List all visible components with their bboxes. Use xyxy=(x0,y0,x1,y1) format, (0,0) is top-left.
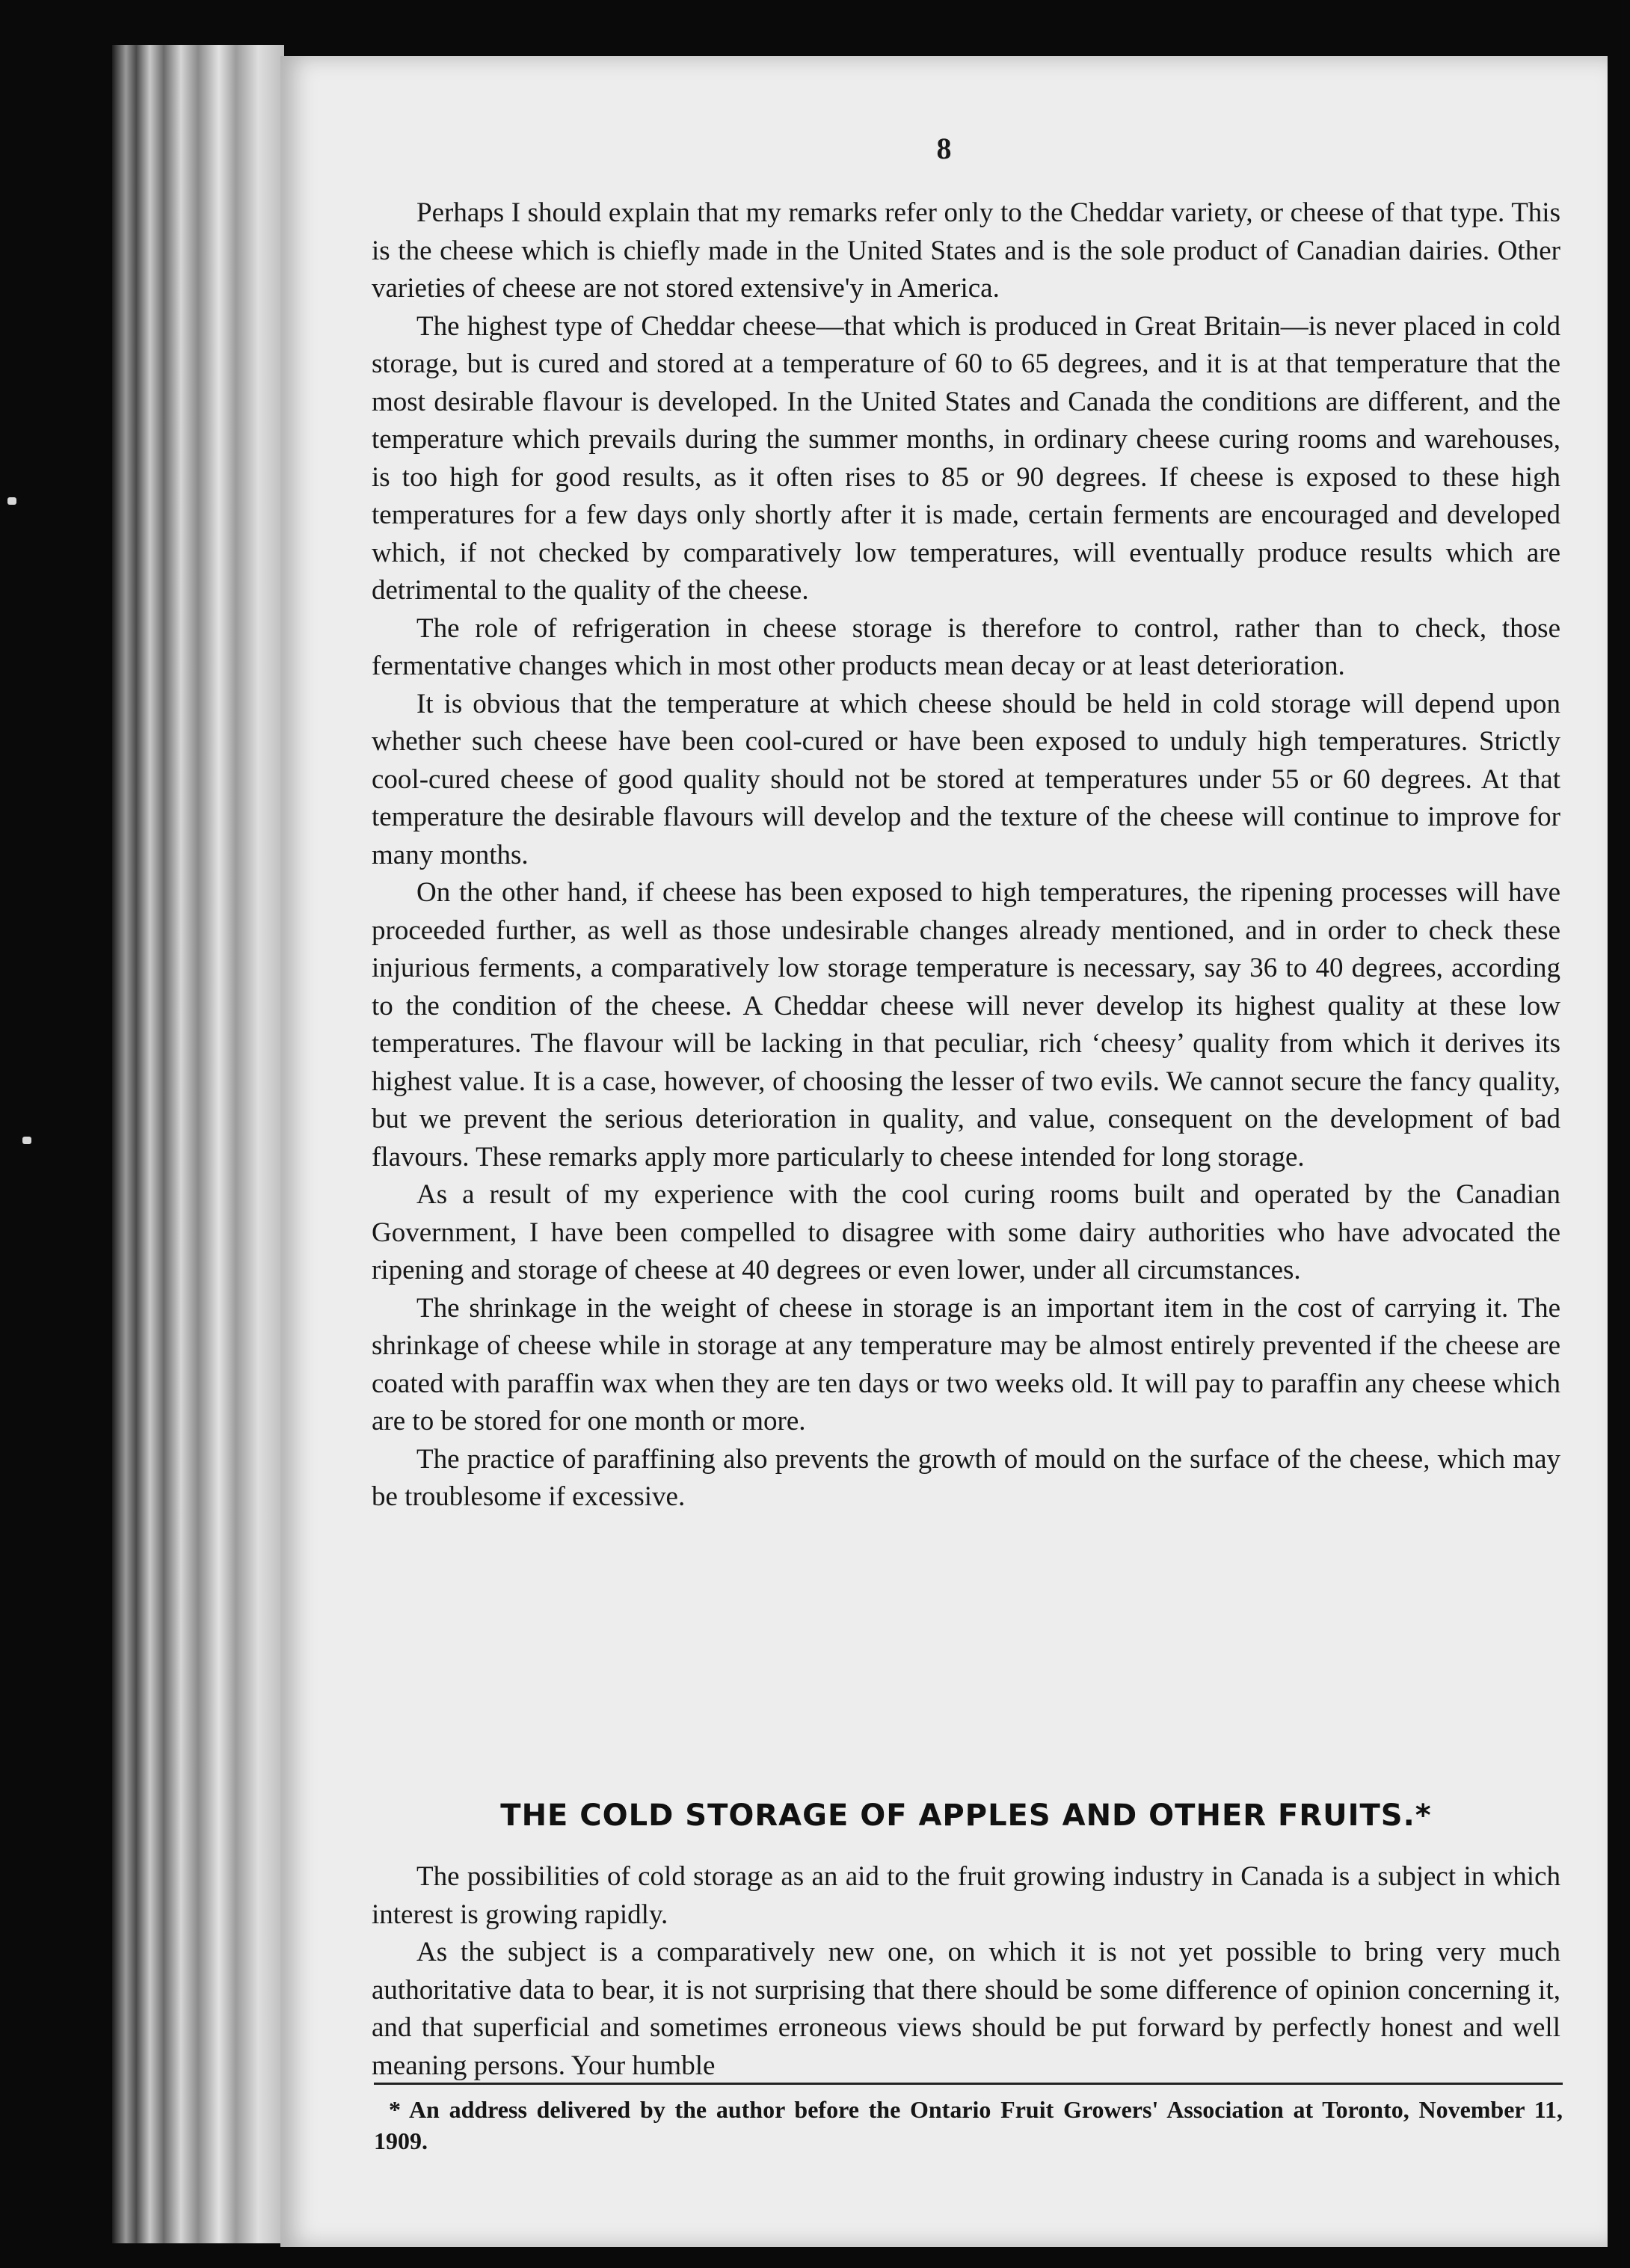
paragraph: On the other hand, if cheese has been exposed to high temperatures, the ripening processes will have proceeded further, as well as those undesirable changes already mentioned, and in order to check these injurious ferments, a comparatively low storage temperature is necessary, say 36 to 40 degrees, according to the condition of the cheese. A Cheddar cheese will never develop its highest quality at these low temperatures. The flavour will be lacking in that peculiar, rich ‘cheesy’ quality from which it derives its highest value. It is a case, however, of choosing the lesser of two evils. We cannot secure the fancy quality, but we prevent the serious deterioration in quality, and value, consequent on the development of bad flavours. These remarks apply more particularly to cheese intended for long storage. xyxy=(372,877,1560,1173)
paragraph: The highest type of Cheddar cheese—that which is produced in Great Britain—is never placed in cold storage, but is cured and stored at a temperature of 60 to 65 degrees, and it is at that temperature that the most desirable flavour is developed. In the United States and Canada the conditions are different, and the temperature which prevails during the summer months, in ordinary cheese curing rooms and warehouses, is too high for good results, as it often rises to 85 or 90 degrees. If cheese is exposed to these high temperatures for a few days only shortly after it is made, certain ferments are encouraged and developed which, if not checked by comparatively low temperatures, will eventually produce results which are detrimental to the quality of the cheese. xyxy=(372,310,1560,606)
page-number: 8 xyxy=(936,132,952,165)
paragraph: The role of refrigeration in cheese storage is therefore to control, rather than to check, those fermentative changes which in most other products mean decay or at least deterioration. xyxy=(372,612,1560,681)
paragraph: The practice of paraffining also prevents the growth of mould on the surface of the cheese, which may be troublesome if excessive. xyxy=(372,1443,1560,1512)
section-heading: THE COLD STORAGE OF APPLES AND OTHER FRUITS.* xyxy=(500,1798,1432,1833)
paragraph: Perhaps I should explain that my remarks refer only to the Cheddar variety, or cheese of that type. This is the cheese which is chiefly made in the United States and is the sole product of Canadian dairies. Other varieties of cheese are not stored extensive'y in America. xyxy=(372,197,1560,304)
footnote-divider xyxy=(374,2083,1563,2085)
paragraph: The shrinkage in the weight of cheese in storage is an important item in the cost of carrying it. The shrinkage of cheese while in storage at any temperature may be almost entirely prevented if the cheese are coated with paraffin wax when they are ten days or two weeks old. It will pay to paraffin any cheese which are to be stored for one month or more. xyxy=(372,1292,1560,1436)
paragraph: As a result of my experience with the cool curing rooms built and operated by the Canadian Government, I have been compelled to disagree with some dairy authorities who have advocated the ripening and storage of cheese at 40 degrees or even lower, under all circumstances. xyxy=(372,1179,1560,1285)
paragraph: It is obvious that the temperature at which cheese should be held in cold storage will depend upon whether such cheese have been cool-cured or have been exposed to unduly high temperatures. Strictly cool-cured cheese of good quality should not be stored at temperatures under 55 or 60 degrees. At that temperature the desirable flavours will develop and the texture of the cheese will continue to improve for many months. xyxy=(372,688,1560,870)
footnote-text: * An address delivered by the author before the Ontario Fruit Growers' Association at Toronto, November 11, 1909. xyxy=(374,2096,1563,2154)
body-text xyxy=(372,194,1560,1516)
footnote xyxy=(374,2094,1563,2157)
paragraph: The possibilities of cold storage as an aid to the fruit growing industry in Canada is a subject in which interest is growing rapidly. xyxy=(372,1861,1560,1930)
paragraph: As the subject is a comparatively new one, on which it is not yet possible to bring very much authoritative data to bear, it is not surprising that there should be some difference of opinion concerning it, and that superficial and sometimes erroneous views should be put forward by perfectly honest and well meaning persons. Your humble xyxy=(372,1937,1560,2081)
scan-speck xyxy=(22,1137,31,1144)
section-body-text xyxy=(372,1858,1560,2085)
scanned-page xyxy=(280,56,1608,2247)
scan-speck xyxy=(7,497,16,505)
book-spine-edge xyxy=(112,45,284,2243)
